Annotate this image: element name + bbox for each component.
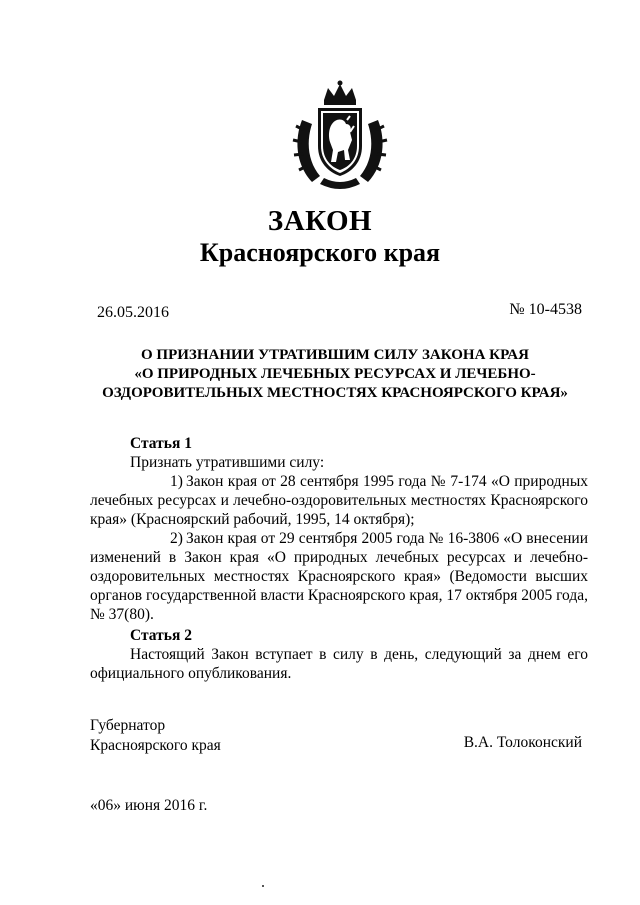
law-heading [80,346,590,403]
item-text: Закон края от 28 сентября 1995 года № 7-174 «О природных лечебных ресурсах и лечебно-оздоровительных местностях Красноярского края» (Красноярский рабочий, 1995, 14 октября); [90,473,588,528]
item-number: 2) [170,530,183,547]
item-text: Закон края от 29 сентября 2005 года № 16-3806 «О внесении изменений в Закон края «О природных лечебных ресурсах и лечебно-оздоровительных местностях Красноярского края» (Ведомости высших органов государственной власти Красноярского края, 17 октября 2005 года, № 37(80). [90,530,588,623]
heading-line: ОЗДОРОВИТЕЛЬНЫХ МЕСТНОСТЯХ КРАСНОЯРСКОГО КРАЯ» [102,385,568,401]
article-title: Статья 1 [130,435,192,452]
document-subtitle: Красноярского края [199,238,441,267]
signing-date: «06» июня 2016 г. [90,797,208,814]
position-line: Губернатор [90,717,166,734]
list-item [90,529,588,624]
item-number: 1) [170,473,183,490]
signatory-position [90,716,221,756]
signatory-name: В.А. Толоконский [463,734,582,751]
document-date: 26.05.2016 [97,304,169,321]
article-1 [90,434,588,624]
article-title: Статья 2 [130,627,192,644]
article-text: Настоящий Закон вступает в силу в день, следующий за днем его официального опубликования. [90,646,588,682]
document-title: ЗАКОН [267,205,373,237]
article-2 [90,626,588,683]
article-intro: Признать утратившими силу: [130,454,325,471]
position-line: Красноярского края [90,737,221,754]
document-number: № 10-4538 [509,301,582,318]
list-item [90,472,588,529]
heading-line: «О ПРИРОДНЫХ ЛЕЧЕБНЫХ РЕСУРСАХ И ЛЕЧЕБНО- [134,366,536,382]
coat-of-arms-icon [290,80,390,195]
scan-speck [262,885,264,887]
heading-line: О ПРИЗНАНИИ УТРАТИВШИМ СИЛУ ЗАКОНА КРАЯ [141,347,529,363]
